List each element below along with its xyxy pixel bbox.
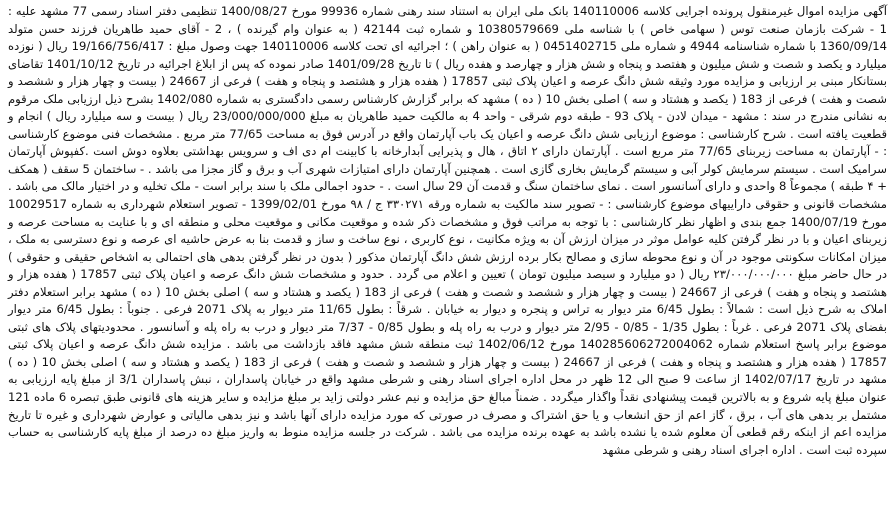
auction-notice-text: آگهی مزایده اموال غیرمنقول پرونده اجرایی کلاسه 140110006 بانک ملی ایران به استناد سند رهنی شماره 99936 مورخ 1400/08/27 تنظیمی دفتر اسناد رسمی 77 مشهد علیه : 1 - شرکت بازمان صنعت توس ( سهامی خاص ) با شناسه ملی 10380579669 و شماره ثبت 42144 ( به عنوان وام گیرنده ) ، 2 - آقای حمید طاهریان فرزند حسن متولد 1360/09/14 با شماره شناسنامه 4944 و شماره ملی 0451402715 ( به عنوان راهن ) ؛ اجرائیه ای تحت کلاسه 140110006 جهت وصول مبلغ : 19/166/756/417 ریال ( نوزده میلیارد و یکصد و شصت و شش میلیون و هفتصد و پنجاه و شش هزار و چهارصد و هفده ریال ) تا تاریخ 1401/09/28 صادر نموده که پس از ابلاغ اجرائیه در تاریخ 1401/10/12 تقاضای بستانکار مبنی بر ارزیابی و مزایده مورد وثیقه شش دانگ عرصه و اعیان پلاک ثبتی 17857 ( هفده هزار و هشتصد و پنجاه و هفت ) فرعی از 24667 ( بیست و چهار هزار و ششصد و شصت و هفت ) فرعی از 183 ( یکصد و هشتاد و سه ) اصلی بخش 10 ( ده ) مشهد که برابر گزارش کارشناس رسمی دادگستری به شماره 1402/080 بشرح ذیل ارزیابی ملک مرقوم به نشانی مندرج در سند : مشهد - میدان لادن - پلاک 93 - طبقه دوم شرقی - واحد 4 به مالکیت حمید طاهریان به مبلغ 23/000/000/000 ریال ( بیست و سه میلیارد ریال ) انجام و قطعیت یافته است . شرح کارشناسی : موضوع ارزیابی شش دانگ عرصه و اعیان یک باب آپارتمان واقع در آدرس فوق به مساحت 77/65 متر مربع . مشخصات فنی موضوع کارشناسی : - آپارتمان به مساحت زیربنای 77/65 متر مربع است . آپارتمان دارای ۲ اتاق ، هال و پذیرایی آبدارخانه با کابینت ام دی اف و سرویس بهداشتی بعلاوه دوش است .کفپوش آپارتمان سرامیک است . سیستم سرمایش کولر آبی و سیستم گرمایش بخاری گازی است . همچنین آپارتمان دارای امتیازات شهری آب و برق و گاز مجزا می باشد . - ساختمان 5 سقف ( همکف + ۴ طبقه ) مجموعاً 8 واحدی و دارای آسانسور است . نمای ساختمان سنگ و قدمت آن 29 سال است . - حدود اجمالی ملک با سند برابر است - ملک تخلیه و در اختیار مالک می باشد . مشخصات قانونی و حقوقی داراییهای موضوع کارشناسی : - تصویر سند مالکیت به شماره ورقه ۳۳۰۲۷۱ ج / ۹۸ مورخ 1399/02/01 - تصویر استعلام شهرداری به شماره 10029517 مورخ 1400/07/19 جمع بندی و اظهار نظر کارشناسی : با توجه به مراتب فوق و مشخصات ذکر شده و موقعیت مکانی و موقعیت محلی و منطقه ای و با عنایت به مساحت عرصه و زیربنای اعیان و با در نظر گرفتن کلیه عوامل موثر در میزان ارزش آن به ویژه مکانیت ، نوع کاربری ، نوع ساخت و ساز و قدمت بنا به عرض حاشیه ای عرصه و نوع دسترسی به ملک ، میزان امکانات سکونتی موجود در آن و نوع محوطه سازی و مصالح بکار برده ارزش شش دانگ آپارتمان مذکور ( بدون در نظر گرفتن بدهی های احتمالی به اشخاص حقیقی و حقوقی ) در حال حاضر مبلغ ۲۳/۰۰۰/۰۰۰/۰۰۰ ریال ( دو میلیارد و سیصد میلیون تومان ) تعیین و اعلام می گردد . حدود و مشخصات شش دانگ عرصه و اعیان پلاک ثبتی 17857 ( هفده هزار و هشتصد و پنجاه و هفت ) فرعی از 24667 ( بیست و چهار هزار و ششصد و شصت و هفت ) فرعی از 183 ( یکصد و هشتاد و سه ) اصلی بخش 10 ( ده ) مشهد برابر استعلام دفتر املاک به شرح ذیل است : شمالاً : بطول 6/45 متر دیوار به تراس و پنجره و دیوار به خیابان . شرقاً : بطول 11/65 متر دیوار به پلاک 2071 فرعی . جنوباً : بطول 6/45 متر دیوار بفضای پلاک 2071 فرعی . غرباً : بطول 1/35 - 0/85 - 2/95 متر دیوار و درب به راه پله و بطول 0/85 - 7/37 متر دیوار و درب به راه پله و آسانسور . محدودیتهای پلاک های ثبتی موضوع برابر پاسخ استعلام شماره 140285606272004062 مورخ 1402/06/12 ثبت منطقه شش مشهد فاقد بازداشت می باشد . مزایده شش دانگ عرصه و اعیان پلاک ثبتی 17857 ( هفده هزار و هشتصد و پنجاه و هفت ) فرعی از 24667 ( بیست و چهار هزار و ششصد و شصت و هفت ) فرعی از 183 ( یکصد و هشتاد و سه ) اصلی بخش 10 ( ده ) مشهد در تاریخ 1402/07/17 از ساعت 9 صبح الی 12 ظهر در محل اداره اجرای اسناد رهنی و شرطی مشهد واقع در خیابان پاسداران ، نبش پاسداران 3/1 از مبلغ پایه ارزیابی به عنوان مبلغ پایه شروع و به بالاترین قیمت پیشنهادی نقداً واگذار میگردد . ضمناً مبالغ حق مزایده و نیم عشر دولتی زاید بر مبلغ مزایده و سایر هزینه های قانونی طبق تبصره 6 ماده 121 مشتمل بر بدهی های آب ، برق ، گاز اعم از حق انشعاب و یا حق اشتراک و مصرف در صورتی که مورد مزایده دارای آنها باشد و نیز بدهی مالیاتی و عوارض شهرداری و غیره تا تاریخ مزایده اعم از اینکه رقم قطعی آن معلوم شده یا نشده باشد به عهده برنده مزایده می باشد . شرکت در جلسه مزایده منوط به واریز مبلغ ده درصد از مبلغ پایه کارشناسی به حساب سپرده ثبت است . اداره اجرای اسناد رهنی و شرطی مشهد [8, 4, 888, 457]
